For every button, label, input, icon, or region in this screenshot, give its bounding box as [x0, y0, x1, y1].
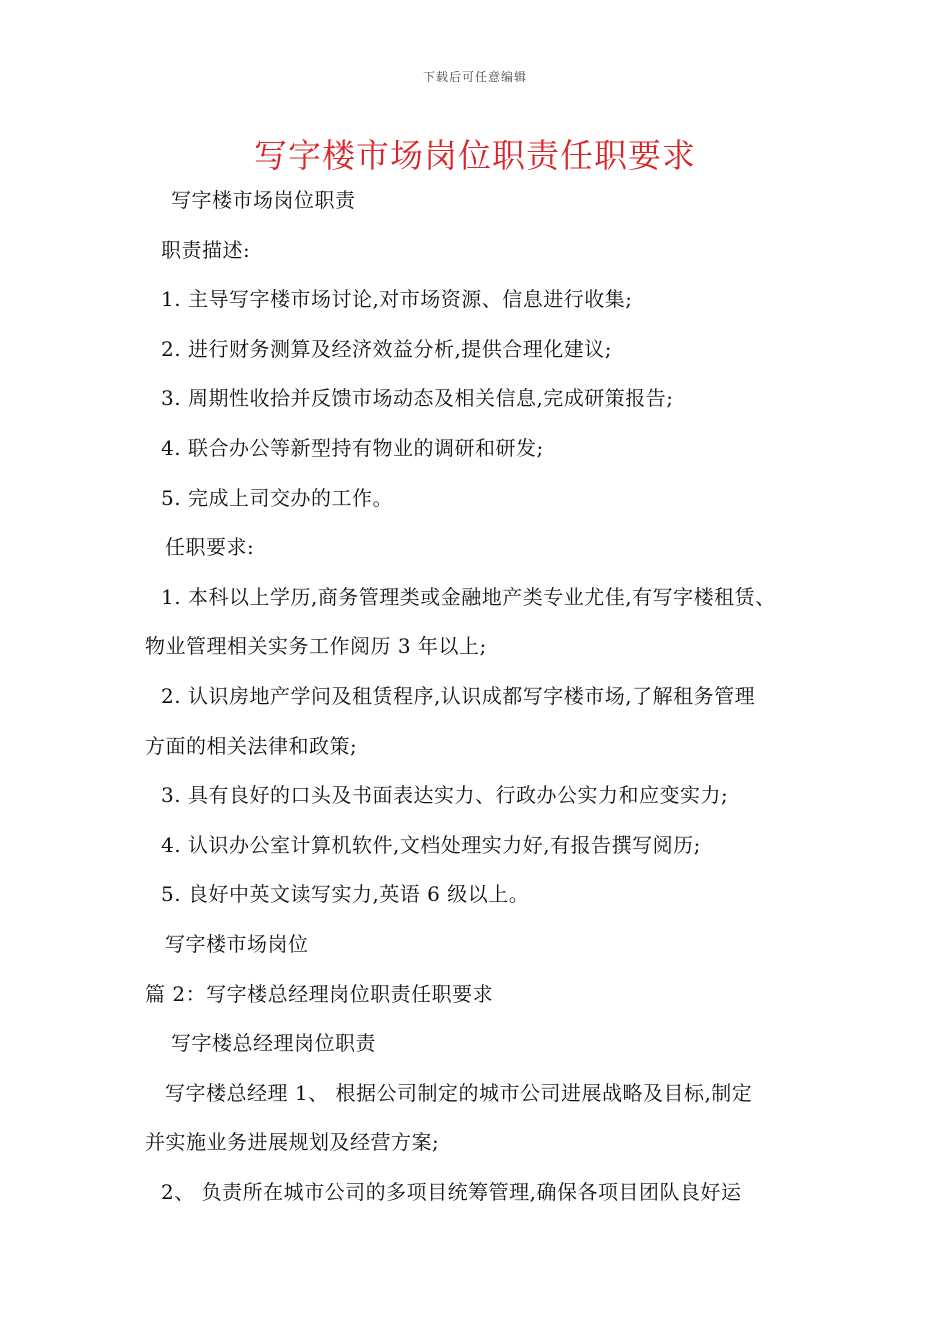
body-line: 2. 认识房地产学问及租赁程序,认识成都写字楼市场,了解租务管理 — [161, 683, 756, 708]
body-line: 5. 完成上司交办的工作。 — [161, 485, 393, 510]
body-line: 职责描述: — [161, 237, 251, 262]
body-line: 4. 认识办公室计算机软件,文档处理实力好,有报告撰写阅历; — [161, 832, 701, 857]
body-line: 4. 联合办公等新型持有物业的调研和研发; — [161, 435, 544, 460]
body-line: 2、 负责所在城市公司的多项目统筹管理,确保各项目团队良好运 — [161, 1179, 742, 1204]
document-title: 写字楼市场岗位职责任职要求 — [254, 136, 696, 175]
body-line: 并实施业务进展规划及经营方案; — [145, 1130, 440, 1155]
body-line: 方面的相关法律和政策; — [145, 733, 358, 758]
body-line: 物业管理相关实务工作阅历 3 年以上; — [145, 634, 487, 659]
body-line: 3. 周期性收拾并反馈市场动态及相关信息,完成研策报告; — [161, 386, 674, 411]
body-line: 篇 2：写字楼总经理岗位职责任职要求 — [145, 981, 494, 1006]
document-body — [145, 185, 825, 1226]
body-line: 写字楼总经理 1、 根据公司制定的城市公司进展战略及目标,制定 — [165, 1080, 753, 1105]
body-line: 3. 具有良好的口头及书面表达实力、行政办公实力和应变实力; — [161, 783, 729, 808]
body-line: 写字楼总经理岗位职责 — [171, 1031, 376, 1056]
body-line: 2. 进行财务测算及经济效益分析,提供合理化建议; — [161, 336, 613, 361]
body-line: 1. 主导写字楼市场讨论,对市场资源、信息进行收集; — [161, 287, 633, 312]
body-line: 写字楼市场岗位职责 — [171, 188, 356, 212]
body-line: 写字楼市场岗位 — [165, 931, 309, 956]
body-line: 任职要求: — [165, 535, 255, 560]
body-line: 5. 良好中英文读写实力,英语 6 级以上。 — [161, 882, 530, 907]
header-note: 下载后可任意编辑 — [422, 70, 527, 84]
body-line: 1. 本科以上学历,商务管理类或金融地产类专业尤佳,有写字楼租赁、 — [161, 584, 776, 609]
